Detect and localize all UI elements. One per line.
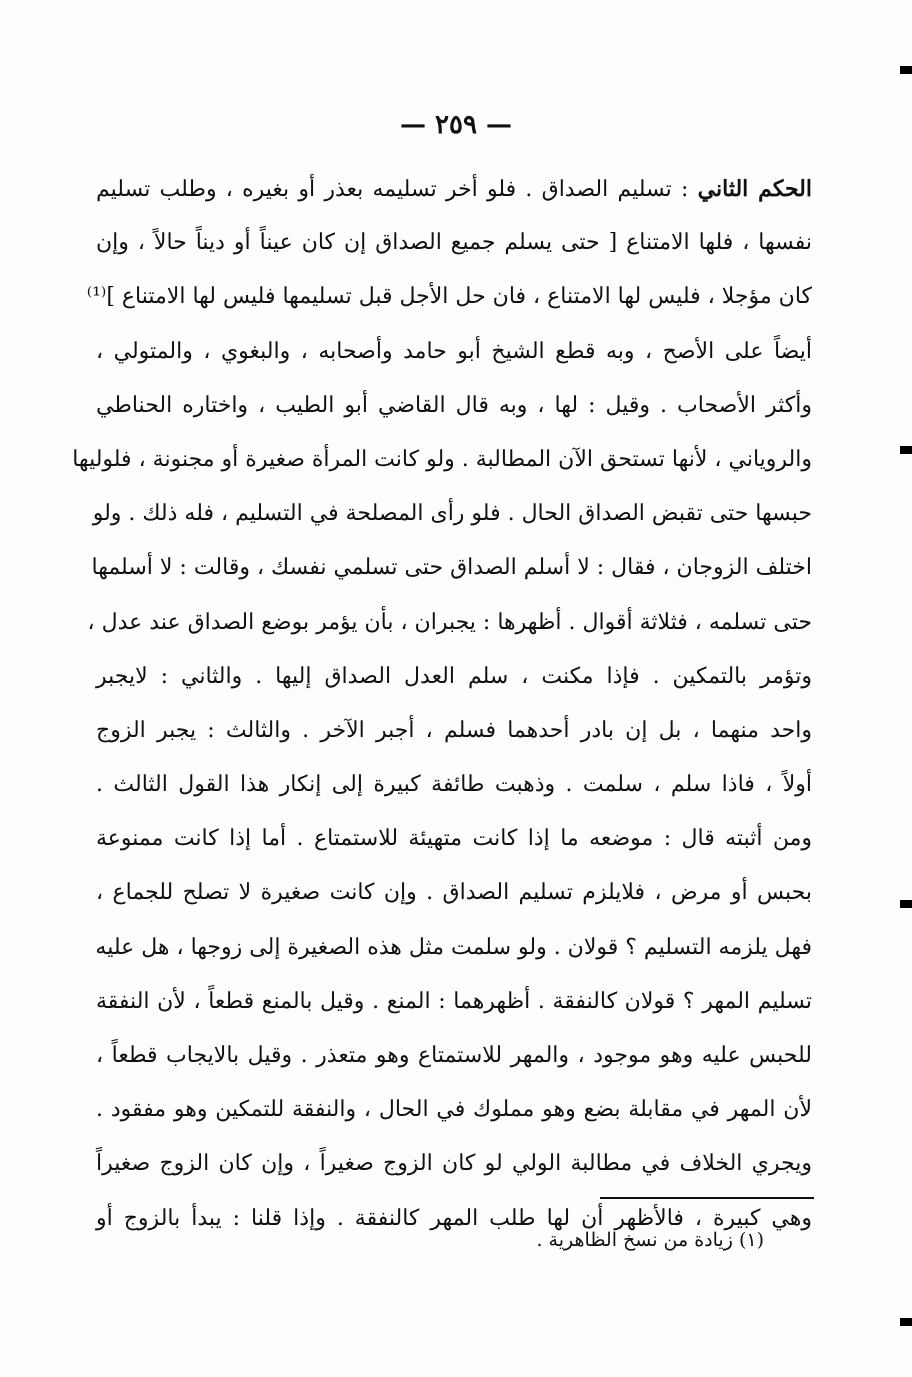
- footnote-separator: [600, 1197, 814, 1199]
- text-line: [96, 162, 812, 216]
- text-line: والروياني ، لأنها تستحق الآن المطالبة . ولو كانت المرأة صغيرة أو مجنونة ، فلوليها: [72, 446, 812, 472]
- text-line: حبسها حتى تقبض الصداق الحال . فلو رأى المصلحة في التسليم ، فله ذلك . ولو: [92, 501, 812, 527]
- text-line: حتى تسلمه ، فثلاثة أقوال . أظهرها : يجبران ، بأن يؤمر بوضع الصداق عند عدل ،: [87, 609, 812, 635]
- text-line: وهي كبيرة ، فالأظهر أن لها طلب المهر كالنفقة . وإذا قلنا : يبدأ بالزوج أو: [96, 1205, 812, 1231]
- text-line: وتؤمر بالتمكين . فإذا مكنت ، سلم العدل الصداق إليها . والثاني : لايجبر: [96, 663, 812, 689]
- text-line: بحبس أو مرض ، فلايلزم تسليم الصداق . وإن كانت صغيرة لا تصلح للجماع ،: [96, 880, 812, 906]
- text-line: وأكثر الأصحاب . وقيل : لها ، وبه قال القاضي أبو الطيب ، واختاره الحناطي: [96, 392, 812, 418]
- text-line: نفسها ، فلها الامتناع [ حتى يسلم جميع الصداق إن كان عيناً أو ديناً حالاً ، وإن: [96, 230, 812, 256]
- text-line: للحبس عليه وهو موجود ، والمهر للاستمتاع وهو متعذر . وقيل بالايجاب قطعاً ،: [96, 1043, 812, 1068]
- text-line-content: : تسليم الصداق . فلو أخر تسليمه بعذر أو بغيره ، وطلب تسليم: [96, 177, 698, 202]
- scan-edge-mark: [900, 446, 912, 454]
- text-line: تسليم المهر ؟ قولان كالنفقة . أظهرهما : المنع . وقيل بالمنع قطعاً ، لأن النفقة: [96, 988, 812, 1014]
- section-heading: الحكم الثاني: [697, 176, 812, 202]
- text-line: أولاً ، فاذا سلم ، سلمت . وذهبت طائفة كبيرة إلى إنكار هذا القول الثالث .: [96, 772, 812, 798]
- text-line: ومن أثبته قال : موضعه ما إذا كانت متهيئة للاستمتاع . أما إذا كانت ممنوعة: [96, 826, 812, 852]
- text-line: فهل يلزمه التسليم ؟ قولان . ولو سلمت مثل هذه الصغيرة إلى زوجها ، هل عليه: [95, 934, 812, 960]
- text-line: واحد منهما ، بل إن بادر أحدهما فسلم ، أجبر الآخر . والثالث : يجبر الزوج: [96, 717, 812, 743]
- scan-edge-mark: [900, 900, 912, 908]
- page-number: — ٢٥٩ —: [399, 110, 513, 140]
- scan-edge-mark: [900, 66, 912, 74]
- footnote: (١) زيادة من نسخ الظاهرية .: [536, 1229, 764, 1251]
- scan-edge-mark: [900, 1318, 912, 1326]
- text-line: كان مؤجلا ، فليس لها الامتناع ، فان حل الأجل قبل تسليمها فليس لها الامتناع ]⁽¹⁾: [86, 284, 812, 310]
- body-text: [72, 162, 812, 1246]
- text-line: لأن المهر في مقابلة بضع وهو مملوك في الحال ، والنفقة للتمكين وهو مفقود .: [96, 1097, 812, 1123]
- text-line: أيضاً على الأصح ، وبه قطع الشيخ أبو حامد وأصحابه ، والبغوي ، والمتولي ،: [96, 338, 812, 364]
- text-line: ويجري الخلاف في مطالبة الولي لو كان الزوج صغيراً ، وإن كان الزوج صغيراً: [96, 1151, 812, 1177]
- text-line: اختلف الزوجان ، فقال : لا أسلم الصداق حتى تسلمي نفسك ، وقالت : لا أسلمها: [91, 555, 812, 581]
